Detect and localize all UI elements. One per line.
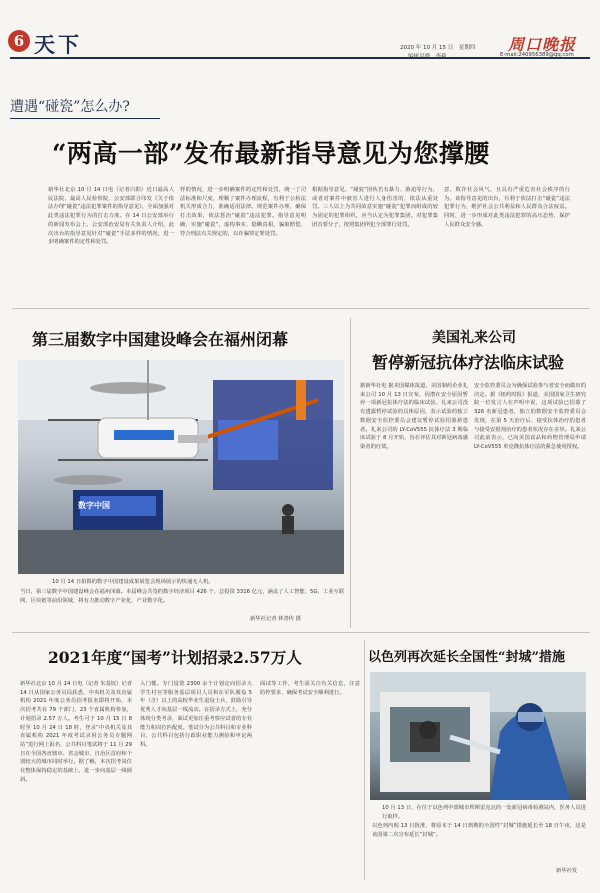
- testing-illustration: [370, 672, 586, 800]
- lead-column-4: 意，欺诈社会风气，且具有严重危害社会秩序的行为。该指导意见的出台，有利于依法打击“碰瓷”违法犯罪行为，维护社会公共利益和人民群众合法权益。同时，进一步形成对此类违法犯罪的高压态势，保护人民群众安全感。: [444, 187, 570, 228]
- israel-photo-caption: 10 月 13 日，在位于以色列中部城市埃斯雷克瓦的一处新冠病毒检测站内，医务人员进行取样。: [382, 805, 586, 820]
- newspaper-logo: 周口晚报: [508, 35, 577, 54]
- lead-column-2: 样的情况，进一步明确案件的定性和处罚，统一了司法标准和尺度，理顺了案件办理流程，有利于公检法机关形成合力，准确适用法律。规范案件办理，确保打击效果，依法惩治“碰瓷”违法犯罪。指导意见明确，实施“碰瓷”，虚构事实、隐瞒真相，骗取赔偿，符合刑法有关规定的，以诈骗罪定罪处罚。: [180, 187, 306, 237]
- screen-sign: 数字中国: [78, 501, 110, 510]
- divider-vertical-mid: [350, 318, 351, 628]
- lead-kicker-rule: [10, 118, 160, 119]
- divider-lead: [12, 308, 590, 309]
- section-title: 天下: [34, 32, 82, 57]
- editor-line: 编辑吴晓 李莉: [408, 54, 447, 60]
- lilly-column-2: 安全监控委员会为确保试验参与者安全而做出的决定。据《纽约时报》报道，美国国家卫生研究院一位发言人在声明中说，这项试验已招募了 326 名新冠患者，独立的数据安全监控委员会发现，在第 5 天治疗后，接受抗体治疗的患者与接受安慰剂治疗的患者状况存在差异。礼来公司此前表示，已向美国食品和药物管理局申请 LY-CoV555 单克隆抗体疗法的紧急使用授权。: [474, 383, 586, 450]
- drone-photo: [18, 360, 344, 574]
- exam-headline: 2021年度“国考”计划招录2.57万人: [48, 648, 302, 667]
- israel-credit: 新华社发: [556, 868, 578, 874]
- summit-body: 当日，第三届数字中国建设峰会在福州闭幕。本届峰会共签约数字经济项目 426 个、总投资 3316 亿元，涵盖了人工智能、5G、工业互联网、区块链等前沿领域，将有力推动数字产业化、产业数字化。: [20, 589, 344, 604]
- divider-vertical-bottom: [364, 640, 365, 880]
- israel-body: 以色列内阁 13 日批准，将原本于 14 日到期的全国性“封城”措施延长至 18 日午夜，这是该国第二次宣布延长“封城”。: [372, 823, 586, 838]
- drone-illustration: [18, 360, 344, 574]
- lilly-headline-1: 美国礼来公司: [432, 330, 516, 346]
- edition-date: 2020 年 10 月 15 日 星期四: [400, 45, 476, 51]
- lilly-column-1: 据新华社电 据美国媒体报道，美国制药企业礼来公司 10 月 13 日宣布，因潜在安全原因暂停一项新冠抗体疗法的临床试验。礼来公司没有透露暂停试验的具体原因，表示试验的独立数据安全监控委员会建议暂停试验招募新患者。礼来公司的 LY-CoV555 抗体疗法 3 期临床试验于 8 月开始，旨在评估其对新冠病毒感染者的疗效。: [360, 383, 468, 450]
- summit-photo-caption: 10 月 14 日拍摄的数字中国建设成果展览会现场展示的快递无人机。: [52, 579, 214, 585]
- divider-middle: [12, 632, 590, 633]
- exam-column-3: 面试等工作，考生需关注有关信息，注意防控要求，确保考试安全顺利进行。: [260, 681, 360, 696]
- lead-headline: “两高一部”发布最新指导意见为您撑腰: [52, 139, 490, 168]
- email-line: E-mail:240956389@qq.com: [500, 52, 574, 58]
- page-number: 6: [13, 32, 25, 50]
- lilly-headline-2: 暂停新冠抗体疗法临床试验: [372, 353, 565, 372]
- testing-photo: [370, 672, 586, 800]
- exam-column-2: 入门槛。专门设置 2300 余个计划定向招录大学生村官等服务基层项目人员和在军队服役 5 年（含）以上的高校毕业生退役士兵，鼓励引导优秀人才向基层一线流动。在招录方式上，充分体现分类考录，面试更加注重考察应试者的专业能力和岗位匹配度。笔试分为公共科目和专业科目，公共科目包括行政职业能力测验和申论两科。: [140, 681, 252, 748]
- page-number-badge: [8, 30, 30, 52]
- lead-kicker: 遭遇“碰瓷”怎么办?: [10, 99, 130, 115]
- israel-headline: 以色列再次延长全国性“封城”措施: [368, 650, 565, 665]
- summit-headline: 第三届数字中国建设峰会在福州闭幕: [32, 330, 289, 349]
- lead-column-1: 新华社北京 10 月 14 日电（记者白阳）近日最高人民法院、最高人民检察院、公安部联合印发《关于依法办理“碰瓷”违法犯罪案件的指导意见》，全面加强对此类违法犯罪行为的打击力度。在 14 日公安部举行的新闻发布会上，公安部治安局有关负责人介绍，此次出台的指导意见针对“碰瓷”手法多样的情况，进一步明确案件的定性和处罚。: [48, 187, 174, 246]
- lead-column-3: 根据指导意见，“碰瓷”团伙若有暴力、胁迫等行为，或者对案件中被害人进行人身伤害的，依法从重处罚。三人以上为共同故意实施“碰瓷”犯罪而组成的较为固定的犯罪组织，应当认定为犯罪集团。对犯罪集团首要分子，按照集团所犯全部罪行处罚。: [312, 187, 438, 228]
- summit-credit: 新华社记者 林善传 摄: [250, 616, 302, 622]
- exam-column-1: 新华社北京 10 月 14 日电（记者 朱基钗）记者 14 日从国家公务员局获悉，中央机关及其直属机构 2021 年度公务员招考报名即将开始，本次招考共有 79 个部门、23 个直属机构参加，计划招录 2.57 万人。考生可于 10 月 15 日 8 时至 10 月 24 日 18 时，登录“中央机关及其直属机构 2021 年度考试录用公务员专题网站”进行网上报名，公共科目笔试将于 11 月 29 日在全国各直辖市、省会城市、自治区首府和个别较大的城市同时举行。据了解，本次招考岗位在整体保持稳定的基础上，进一步向基层一线倾斜。: [20, 681, 132, 783]
- masthead: [0, 0, 600, 72]
